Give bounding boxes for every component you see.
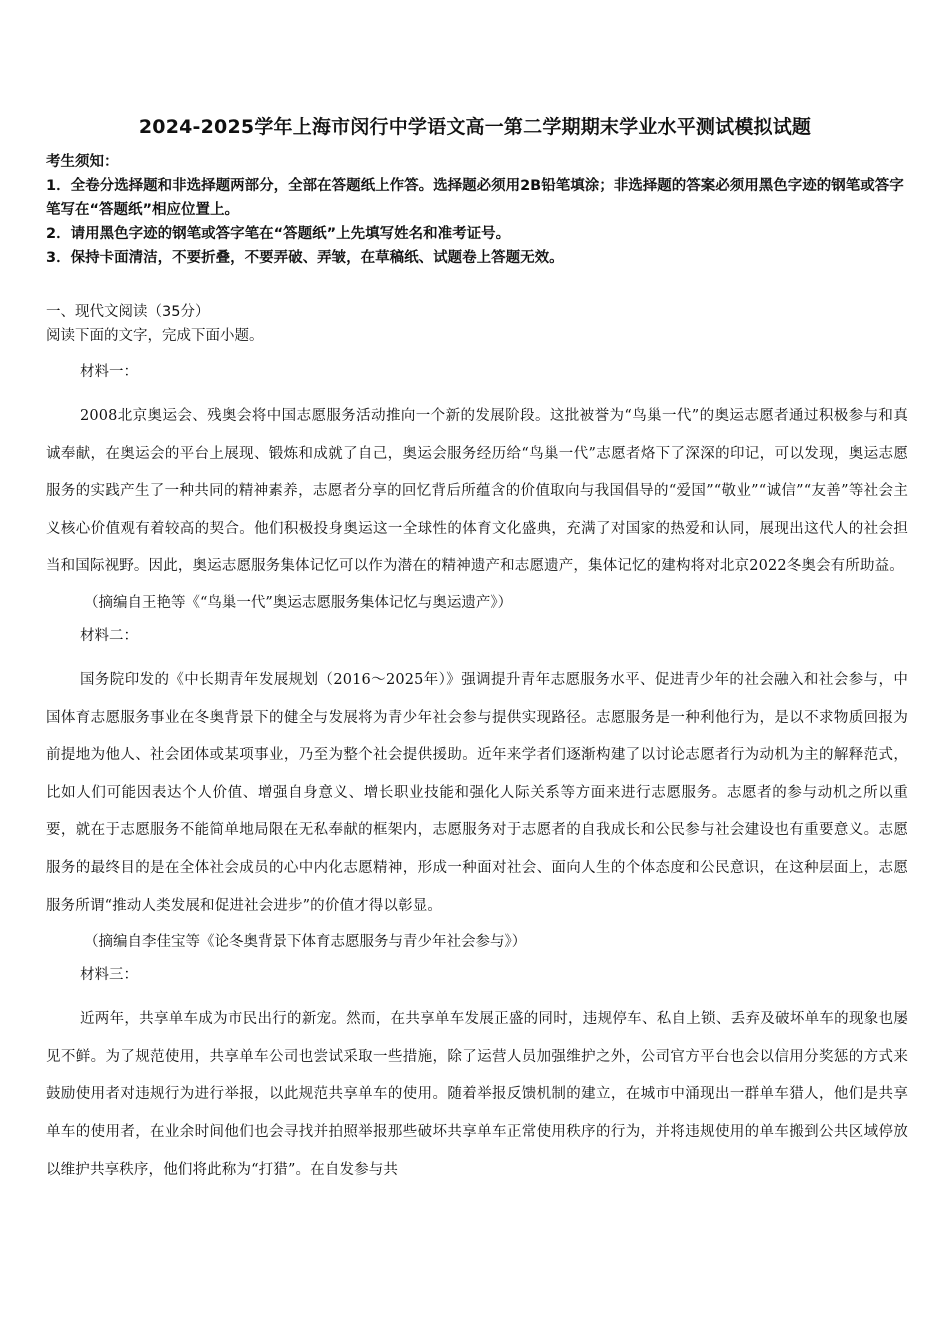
page-title: 2024-2025学年上海市闵行中学语文高一第二学期期末学业水平测试模拟试题 [138,116,812,138]
material-source: （摘编自李佳宝等《论冬奥背景下体育志愿服务与青少年社会参与》） [84,934,527,951]
material-label: 材料二： [80,627,138,644]
notice-item: 2．请用黑色字迹的钢笔或答字笔在“答题纸”上先填写姓名和准考证号。 [46,226,511,242]
notice-heading: 考生须知： [46,154,119,170]
section-intro: 阅读下面的文字，完成下面小题。 [46,328,264,344]
material-source: （摘编自王艳等《“鸟巢一代”奥运志愿服务集体记忆与奥运遗产》） [84,594,513,611]
reading-materials [46,360,908,1189]
material-paragraph: 2008北京奥运会、残奥会将中国志愿服务活动推向一个新的发展阶段。这批被誉为“鸟巢一代”的奥运志愿者通过积极参与和真诚奉献，在奥运会的平台上展现、锻炼和成就了自己，奥运会服务经历给“鸟巢一代”志愿者烙下了深深的印记，可以发现，奥运志愿服务的实践产生了一种共同的精神素养，志愿者分享的回忆背后所蕴含的价值取向与我国倡导的“爱国”“敬业”“诚信”“友善”等社会主义核心价值观有着较高的契合。他们积极投身奥运这一全球性的体育文化盛典，充满了对国家的热爱和认同，展现出这代人的社会担当和国际视野。因此，奥运志愿服务集体记忆可以作为潜在的精神遗产和志愿遗产，集体记忆的建构将对北京2022冬奥会有所助益。 [46,408,908,575]
material-label: 材料一： [80,364,138,380]
section-heading: 一、现代文阅读（35分） [46,304,210,320]
reading-section [46,300,908,348]
material-label: 材料三： [80,967,138,984]
candidate-notice [46,150,908,270]
material-paragraph: 国务院印发的《中长期青年发展规划（2016～2025年）》强调提升青年志愿服务水平、促进青少年的社会融入和社会参与，中国体育志愿服务事业在冬奥背景下的健全与发展将为青少年社会参与提供实现路径。志愿服务是一种利他行为，是以不求物质回报为前提地为他人、社会团体或某项事业，乃至为整个社会提供援助。近年来学者们逐渐构建了以讨论志愿者行为动机为主的解释范式，比如人们可能因表达个人价值、增强自身意义、增长职业技能和强化人际关系等方面来进行志愿服务。志愿者的参与动机之所以重要，就在于志愿服务不能简单地局限在无私奉献的框架内，志愿服务对于志愿者的自我成长和公民参与社会建设也有重要意义。志愿服务的最终目的是在全体社会成员的心中内化志愿精神，形成一种面对社会、面向人生的个体态度和公民意识，在这种层面上，志愿服务所谓“推动人类发展和促进社会进步”的价值才得以彰显。 [46,671,908,914]
notice-item: 1．全卷分选择题和非选择题两部分，全部在答题纸上作答。选择题必须用2B铅笔填涂；非选择题的答案必须用黑色字迹的钢笔或答字笔写在“答题纸”相应位置上。 [46,178,904,218]
notice-item: 3．保持卡面清洁，不要折叠，不要弄破、弄皱，在草稿纸、试题卷上答题无效。 [46,250,564,266]
material-paragraph: 近两年，共享单车成为市民出行的新宠。然而，在共享单车发展正盛的同时，违规停车、私自上锁、丢弃及破坏单车的现象也屡见不鲜。为了规范使用，共享单车公司也尝试采取一些措施，除了运营人员加强维护之外，公司官方平台也会以信用分奖惩的方式来鼓励使用者对违规行为进行举报，以此规范共享单车的使用。随着举报反馈机制的建立，在城市中涌现出一群单车猎人，他们是共享单车的使用者，在业余时间他们也会寻找并拍照举报那些破坏共享单车正常使用秩序的行为，并将违规使用的单车搬到公共区域停放以维护共享秩序，他们将此称为“打猎”。在自发参与共 [46,1011,908,1178]
